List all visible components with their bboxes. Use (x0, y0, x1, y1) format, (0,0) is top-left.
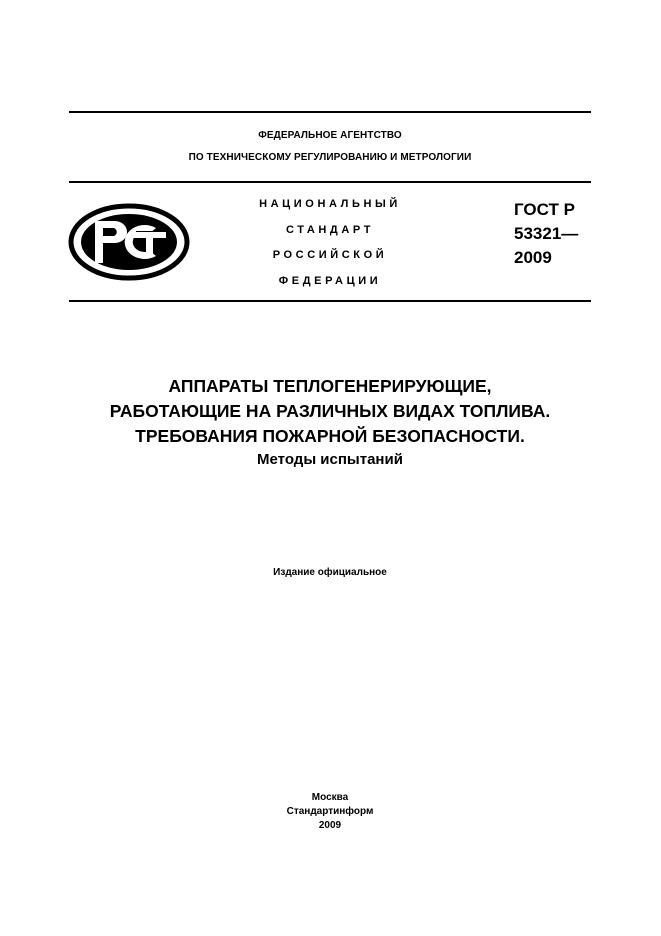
gost-designation-line2: 53321— (514, 224, 579, 243)
imprint-city: Москва (311, 792, 349, 803)
edition-note: Издание официальное (273, 567, 387, 578)
imprint-publisher: Стандартинформ (286, 806, 374, 817)
document-title-line1: АППАРАТЫ ТЕПЛОГЕНЕРИРУЮЩИЕ, (168, 376, 492, 396)
document-title-line3: ТРЕБОВАНИЯ ПОЖАРНОЙ БЕЗОПАСНОСТИ. (135, 426, 525, 446)
gost-designation-line3: 2009 (514, 248, 552, 267)
document-title-line2: РАБОТАЮЩИЕ НА РАЗЛИЧНЫХ ВИДАХ ТОПЛИВА. (109, 401, 551, 421)
national-standard-line2: СТАНДАРТ (285, 224, 375, 236)
national-standard-line1: НАЦИОНАЛЬНЫЙ (259, 198, 401, 210)
national-standard-line4: ФЕДЕРАЦИИ (278, 275, 382, 287)
rst-certification-mark-icon (68, 203, 190, 281)
imprint-year: 2009 (318, 820, 342, 831)
gost-designation-line1: ГОСТ Р (514, 200, 575, 219)
top-rule (69, 111, 591, 113)
bottom-rule (69, 300, 591, 302)
document-subtitle: Методы испытаний (257, 451, 403, 468)
middle-rule (69, 181, 591, 183)
agency-name-line2: ПО ТЕХНИЧЕСКОМУ РЕГУЛИРОВАНИЮ И МЕТРОЛОГИИ (188, 152, 472, 163)
national-standard-line3: РОССИЙСКОЙ (272, 249, 388, 261)
agency-name-line1: ФЕДЕРАЛЬНОЕ АГЕНТСТВО (258, 130, 402, 141)
